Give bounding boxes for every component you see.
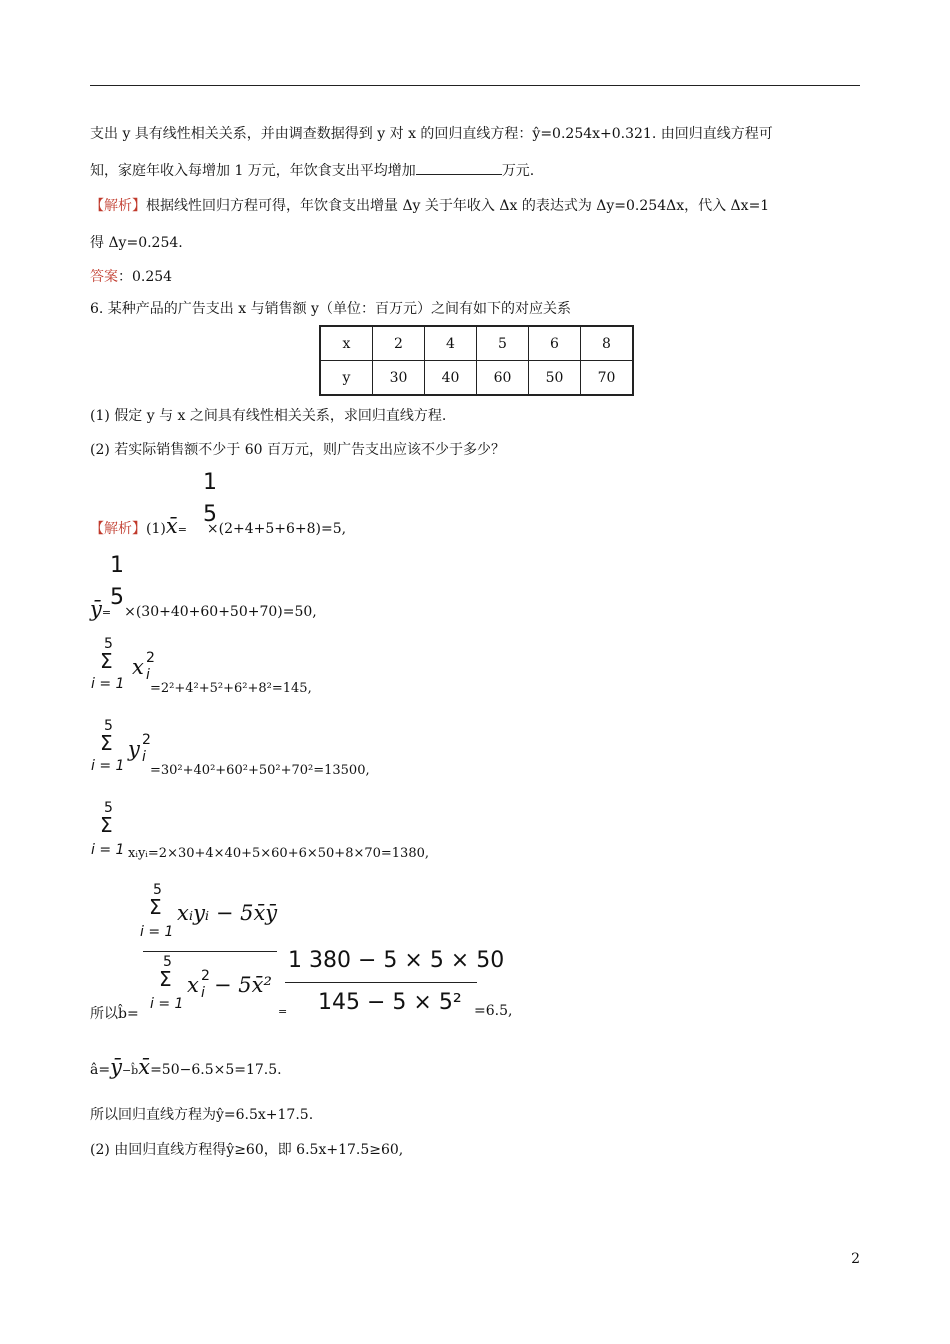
question-6: 6. 某种产品的广告支出 x 与销售额 y（单位：百万元）之间有如下的对应关系 bbox=[90, 301, 571, 317]
sum-xy-expression: xᵢyᵢ=2×30+4×40+5×60+6×50+8×70=1380, bbox=[128, 846, 430, 861]
analysis-line bbox=[90, 195, 769, 215]
table-row bbox=[320, 361, 633, 396]
x-bar-symbol: x̄ bbox=[165, 514, 178, 538]
a-hat-line bbox=[90, 1055, 282, 1079]
superscript-2: 2 bbox=[201, 968, 210, 984]
x-bar-symbol: x̄ bbox=[138, 1055, 151, 1079]
analysis-tag: 【解析】 bbox=[90, 198, 146, 214]
a-hat-label: â= bbox=[90, 1062, 111, 1078]
text-line-2a: 知，家庭年收入每增加 1 万元，年饮食支出平均增加 bbox=[90, 163, 416, 179]
table-row bbox=[320, 326, 633, 361]
x-symbol: x bbox=[187, 973, 199, 997]
sigma-bottom: i = 1 bbox=[91, 758, 125, 774]
regression-equation: 所以回归直线方程为ŷ=6.5x+17.5. bbox=[90, 1107, 314, 1123]
numerator-expression: xᵢyᵢ − 5x̄ȳ bbox=[177, 901, 278, 925]
text-line-2b: 万元. bbox=[501, 163, 535, 179]
part-2-solution: (2) 由回归直线方程得ŷ≥60，即 6.5x+17.5≥60, bbox=[90, 1142, 404, 1158]
table-cell: 8 bbox=[581, 326, 634, 361]
sigma-top: 5 bbox=[104, 718, 113, 734]
ybar-expression: ×(30+40+60+50+70)=50, bbox=[124, 604, 317, 620]
subscript-i: i bbox=[146, 667, 150, 683]
frac-one: 1 bbox=[203, 470, 217, 495]
table-cell: 60 bbox=[477, 361, 529, 396]
table-cell: 6 bbox=[529, 326, 581, 361]
sigma-symbol: Σ bbox=[149, 895, 162, 919]
sigma-symbol: Σ bbox=[159, 967, 172, 991]
b-hat-value: =6.5, bbox=[474, 1003, 513, 1019]
text-line-2 bbox=[90, 160, 534, 180]
table-cell: 4 bbox=[425, 326, 477, 361]
table-cell: 70 bbox=[581, 361, 634, 396]
question-6-part-1: (1) 假定 y 与 x 之间具有线性相关关系，求回归直线方程. bbox=[90, 408, 447, 424]
sum-y2-expression: =30²+40²+60²+50²+70²=13500, bbox=[150, 763, 370, 778]
analysis-text: 根据线性回归方程可得，年饮食支出增量 Δy 关于年收入 Δx 的表达式为 Δy=0.254Δx，代入 Δx=1 bbox=[146, 198, 770, 214]
frac-five: 5 bbox=[110, 585, 124, 610]
subscript-i: i bbox=[142, 749, 146, 765]
data-table bbox=[319, 325, 634, 396]
frac-one: 1 bbox=[110, 553, 124, 578]
sum-x2-expression: =2²+4²+5²+6²+8²=145, bbox=[150, 681, 312, 696]
fraction-numerator: 1 380 − 5 × 5 × 50 bbox=[288, 948, 505, 973]
table-cell: x bbox=[320, 326, 373, 361]
page-number: 2 bbox=[851, 1251, 860, 1267]
sigma-bottom: i = 1 bbox=[91, 842, 125, 858]
answer-value: ：0.254 bbox=[118, 269, 173, 285]
x-symbol: x bbox=[132, 655, 144, 679]
y-symbol: y bbox=[128, 737, 140, 761]
table-cell: 5 bbox=[477, 326, 529, 361]
solution-tag: 【解析】 bbox=[90, 521, 146, 537]
sigma-symbol: Σ bbox=[100, 813, 113, 837]
sigma-bottom: i = 1 bbox=[91, 676, 125, 692]
table-cell: 30 bbox=[373, 361, 425, 396]
answer-line bbox=[90, 266, 172, 286]
table-cell: y bbox=[320, 361, 373, 396]
so-b-hat: 所以b̂= bbox=[90, 1006, 139, 1022]
y-bar-symbol: ȳ bbox=[110, 1055, 122, 1079]
frac-five: 5 bbox=[203, 502, 217, 527]
sigma-bottom: i = 1 bbox=[150, 996, 184, 1012]
answer-blank bbox=[416, 162, 502, 175]
fraction-denominator: 145 − 5 × 5² bbox=[318, 990, 462, 1015]
fraction-bar bbox=[143, 951, 277, 952]
subscript-i: i bbox=[201, 985, 205, 1001]
sigma-top: 5 bbox=[163, 954, 172, 970]
text-line-4: 得 Δy=0.254. bbox=[90, 235, 183, 251]
denominator-expression: − 5x̄² bbox=[214, 973, 272, 997]
a-hat-expression: =50−6.5×5=17.5. bbox=[150, 1062, 282, 1078]
text-line-1: 支出 y 具有线性相关关系，并由调查数据得到 y 对 x 的回归直线方程：ŷ=0.254x+0.321. 由回归直线方程可 bbox=[90, 126, 773, 142]
xbar-expression: ×(2+4+5+6+8)=5, bbox=[206, 521, 347, 537]
table-cell: 40 bbox=[425, 361, 477, 396]
fraction-bar bbox=[285, 982, 477, 983]
superscript-2: 2 bbox=[146, 650, 155, 666]
sigma-symbol: Σ bbox=[100, 649, 113, 673]
answer-label: 答案 bbox=[90, 269, 118, 285]
question-6-part-2: (2) 若实际销售额不少于 60 百万元，则广告支出应该不少于多少？ bbox=[90, 442, 505, 458]
solution-ybar: ȳ= ×(30+40+60+50+70)=50, bbox=[90, 597, 317, 621]
minus-b-hat: −b̂ bbox=[121, 1064, 139, 1077]
sigma-top: 5 bbox=[104, 800, 113, 816]
header-rule bbox=[90, 85, 860, 86]
sigma-top: 5 bbox=[104, 636, 113, 652]
table-cell: 2 bbox=[373, 326, 425, 361]
sigma-bottom: i = 1 bbox=[140, 924, 174, 940]
solution-part-1: (1) bbox=[146, 521, 166, 537]
y-bar-symbol: ȳ bbox=[90, 597, 102, 621]
solution-xbar: 【解析】(1)x̄= ×(2+4+5+6+8)=5, bbox=[90, 514, 347, 538]
equals-sign: = bbox=[278, 1005, 288, 1018]
table-cell: 50 bbox=[529, 361, 581, 396]
sigma-symbol: Σ bbox=[100, 731, 113, 755]
superscript-2: 2 bbox=[142, 732, 151, 748]
sigma-top: 5 bbox=[153, 882, 162, 898]
